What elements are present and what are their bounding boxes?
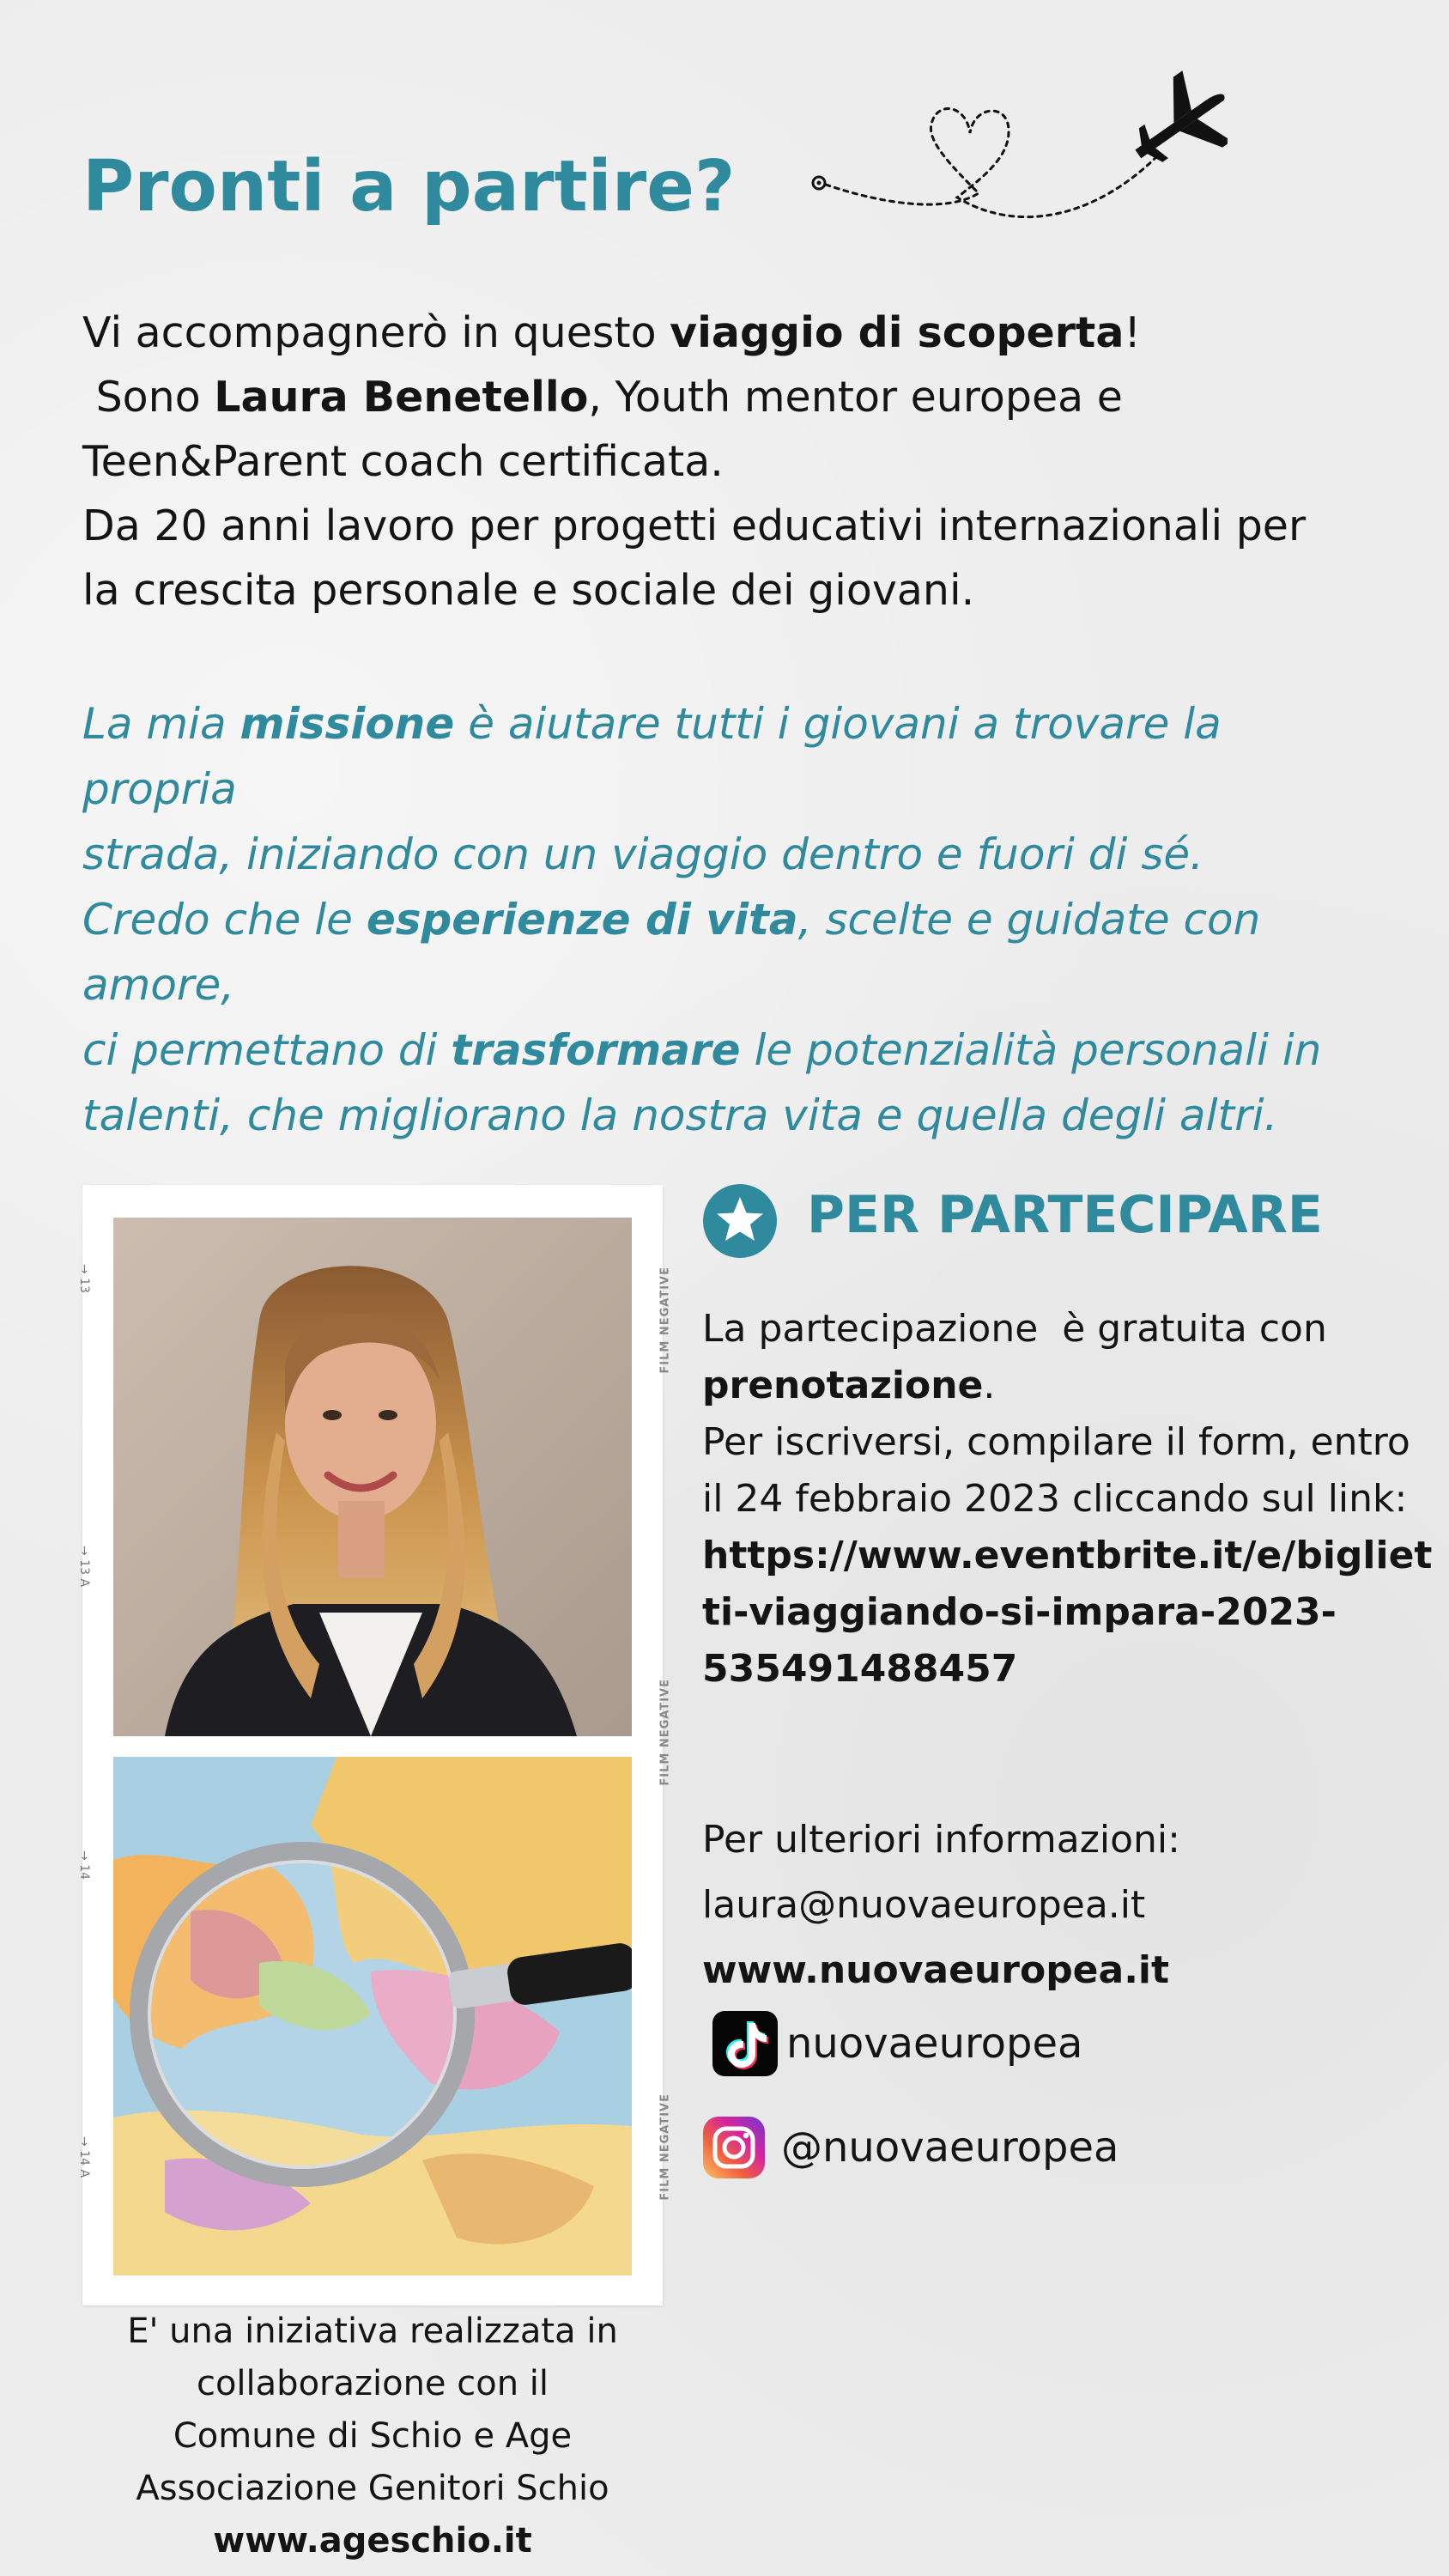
ageschio-link[interactable]: www.ageschio.it (213, 2521, 532, 2561)
email-link[interactable]: laura@nuovaeuropea.it (702, 1883, 1146, 1927)
mission-line-2: strada, iniziando con un viaggio dentro e fuori di sé. (82, 829, 1204, 879)
film-negative-label: FILM NEGATIVE (659, 1679, 672, 1786)
tiktok-row[interactable] (702, 2009, 1082, 2078)
mission-line-1: La mia missione è aiutare tutti i giovani a trovare la propria (82, 699, 1222, 814)
airplane-path-decoration (798, 52, 1228, 249)
intro-paragraph (82, 301, 1387, 623)
info-label: Per ulteriori informazioni: (702, 1818, 1180, 1862)
intro-line-5: la crescita personale e sociale dei giovani. (82, 566, 975, 615)
participate-paragraph (702, 1301, 1432, 1698)
portrait-photo (113, 1218, 632, 1736)
mission-line-5: talenti, che migliorano la nostra vita e quella degli altri. (82, 1091, 1278, 1140)
caption-line-1: E' una iniziativa realizzata in (127, 2312, 618, 2351)
airplane-icon (1113, 59, 1228, 189)
tiktok-icon (711, 2009, 779, 2078)
frame-number: → 14 (77, 1850, 91, 1880)
intro-line-1: Vi accompagnerò in questo viaggio di scoperta! (82, 308, 1142, 357)
eventbrite-link[interactable]: https://www.eventbrite.it/e/bigliet ti-viaggiando-si-impara-2023- 535491488457 (702, 1534, 1433, 1691)
mission-line-4: ci permettano di trasformare le potenzialità personali in (82, 1025, 1322, 1075)
frame-number: → 13 (77, 1264, 91, 1294)
film-negative-label: FILM NEGATIVE (659, 1267, 672, 1374)
film-strip-frame (77, 1185, 672, 2306)
tiktok-handle[interactable]: nuovaeuropea (786, 2020, 1083, 2068)
page-title: Pronti a partire? (82, 146, 736, 228)
dotted-heart-path (826, 109, 1159, 217)
participate-title: PER PARTECIPARE (807, 1185, 1323, 1245)
intro-line-3: Teen&Parent coach certificata. (82, 437, 724, 486)
mission-line-3: Credo che le esperienze di vita, scelte e guidate con amore, (82, 895, 1261, 1010)
instagram-icon (702, 2116, 766, 2179)
instagram-handle[interactable]: @nuovaeuropea (781, 2123, 1119, 2172)
mission-paragraph (82, 691, 1387, 1148)
star-icon (702, 1183, 778, 1259)
film-negative-label: FILM NEGATIVE (659, 2093, 672, 2201)
intro-line-2: Sono Laura Benetello, Youth mentor europea e (82, 373, 1123, 422)
caption-line-2: collaborazione con il (196, 2364, 549, 2403)
caption-line-4: Associazione Genitori Schio (136, 2469, 609, 2508)
participate-line-3: Per iscriversi, compilare il form, entro (702, 1420, 1410, 1464)
instagram-row[interactable] (702, 2116, 1119, 2179)
participate-line-4: il 24 febbraio 2023 cliccando sul link: (702, 1477, 1408, 1521)
intro-line-4: Da 20 anni lavoro per progetti educativi internazionali per (82, 501, 1307, 550)
collaboration-caption (82, 2306, 663, 2567)
participate-line-2: prenotazione. (702, 1364, 996, 1407)
frame-number: → 13 A (77, 1546, 91, 1588)
website-link[interactable]: www.nuovaeuropea.it (702, 1948, 1170, 1992)
caption-line-3: Comune di Schio e Age (173, 2416, 573, 2456)
participate-line-1: La partecipazione è gratuita con (702, 1307, 1327, 1351)
frame-number: → 14 A (77, 2136, 91, 2178)
map-magnifier-photo (113, 1757, 632, 2275)
